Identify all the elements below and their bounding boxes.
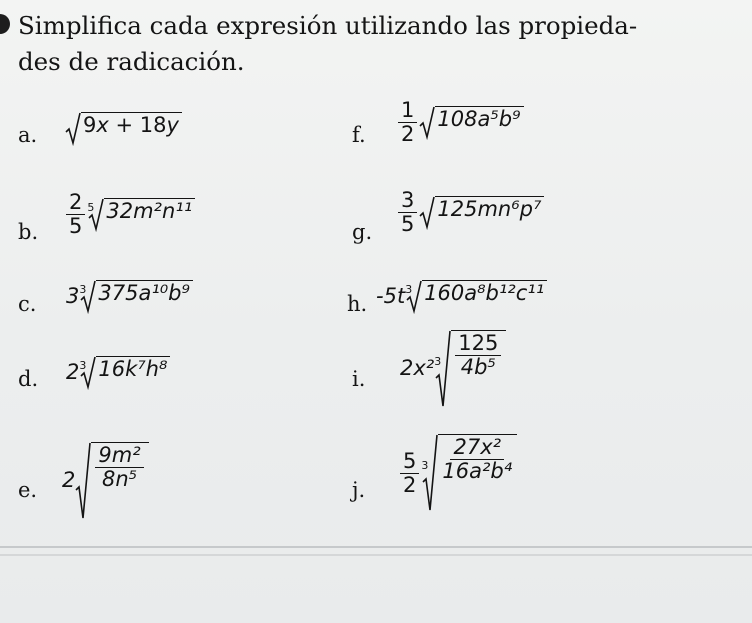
exercise-bullet (0, 14, 10, 34)
item-c-expression (66, 280, 193, 314)
item-i-rad-num: 125 (455, 333, 501, 356)
item-e-rad-den: 8n⁵ (101, 467, 138, 491)
item-i-index: 3 (434, 355, 442, 368)
item-c-index: 3 (79, 283, 87, 296)
item-f-label: f. (352, 123, 366, 147)
item-f-coefficient (398, 100, 417, 145)
square-root (65, 112, 182, 146)
item-g-label: g. (352, 220, 373, 244)
item-h-index: 3 (405, 283, 413, 296)
item-g-expression (396, 190, 544, 235)
item-a-expression (65, 112, 182, 146)
cube-root (422, 434, 517, 512)
item-i-radicand (455, 333, 501, 378)
item-i-label: i. (352, 367, 366, 391)
item-d-coefficient: 2 (66, 360, 80, 384)
item-d-expression (66, 356, 170, 390)
item-j-coef-num: 5 (400, 451, 419, 474)
item-a-radicand-3: + 18 (108, 113, 167, 137)
item-f-coef-den: 2 (401, 122, 415, 146)
item-a-radicand-1: 9 (83, 113, 97, 137)
item-g-coef-num: 3 (398, 190, 417, 213)
cube-root (80, 280, 193, 314)
item-c-radicand: 375a¹⁰b⁹ (96, 280, 193, 314)
item-e-rad-num: 9m² (95, 445, 143, 468)
item-f-radicand: 108a⁵b⁹ (435, 106, 523, 140)
item-a-radicand-2: x (96, 113, 109, 137)
instruction-line-2: des de radicación. (18, 47, 245, 76)
item-i-coefficient: 2x² (400, 356, 435, 380)
item-f-expression (396, 100, 524, 145)
item-b-radicand: 32m²n¹¹ (104, 198, 195, 232)
item-e-radicand (95, 445, 143, 490)
item-b-expression (64, 192, 195, 237)
square-root (419, 196, 544, 230)
item-f-coef-num: 1 (398, 100, 417, 123)
item-g-coefficient (398, 190, 417, 235)
item-h-coefficient: -5t (376, 284, 406, 308)
page-divider (0, 554, 752, 556)
item-e-expression (62, 442, 149, 520)
page-divider (0, 546, 752, 548)
item-j-expression (398, 434, 517, 512)
cube-root (80, 356, 170, 390)
item-j-coef-den: 2 (403, 472, 417, 497)
item-h-radicand: 160a⁸b¹²c¹¹ (422, 280, 547, 314)
item-c-label: c. (18, 292, 37, 316)
item-j-radicand (442, 437, 512, 482)
item-h-expression (376, 280, 547, 314)
item-j-index: 3 (421, 459, 429, 472)
item-d-radicand: 16k⁷h⁸ (96, 356, 170, 390)
square-root (75, 442, 148, 520)
item-j-label: j. (352, 478, 366, 502)
item-e-label: e. (18, 478, 38, 502)
item-b-coef-den: 5 (69, 214, 83, 238)
item-b-coefficient (66, 192, 85, 237)
item-d-index: 3 (79, 359, 87, 372)
item-j-rad-den: 16a²b⁴ (442, 459, 513, 483)
item-a-label: a. (18, 123, 38, 147)
square-root (419, 106, 523, 140)
item-b-label: b. (18, 220, 39, 244)
exercise-instruction (18, 8, 718, 80)
item-j-coefficient (400, 448, 419, 497)
item-i-rad-den: 4b⁵ (460, 355, 496, 379)
item-g-coef-den: 5 (401, 212, 415, 236)
item-j-rad-num: 27x² (450, 437, 504, 460)
cube-root (406, 280, 547, 314)
item-c-coefficient: 3 (66, 284, 80, 308)
fifth-root (88, 198, 195, 232)
item-a-radicand-4: y (166, 113, 179, 137)
item-d-label: d. (18, 367, 39, 391)
item-b-index: 5 (87, 200, 95, 214)
item-b-coef-num: 2 (66, 192, 85, 215)
cube-root (435, 330, 506, 408)
item-e-coefficient: 2 (62, 468, 76, 492)
item-h-label: h. (347, 292, 368, 316)
item-g-radicand: 125mn⁶p⁷ (435, 196, 544, 230)
item-i-expression (400, 330, 506, 408)
instruction-line-1: Simplifica cada expresión utilizando las propieda- (18, 11, 638, 40)
